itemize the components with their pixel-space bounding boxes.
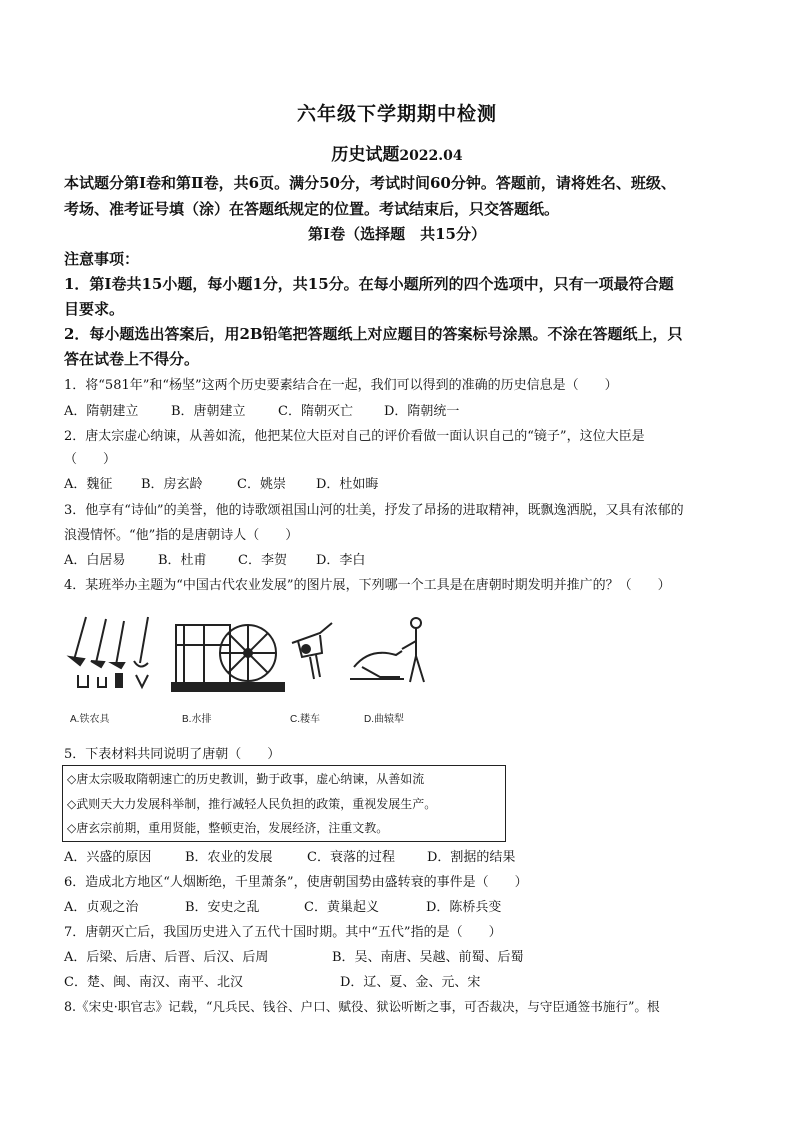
q5-material-row-3: ◇唐玄宗前期，重用贤能，整顿吏治，发展经济，注重文教。 [67,821,389,835]
note-2-line-2: 答在试卷上不得分。 [64,350,200,368]
section-heading: 第Ⅰ卷（选择题 共15分） [308,225,486,243]
intro-line-1: 本试题分第Ⅰ卷和第Ⅱ卷，共6页。满分50分，考试时间60分钟。答题前，请将姓名、班级、 [64,174,676,192]
question-4: 4．某班举办主题为“中国古代农业发展”的图片展，下列哪一个工具是在唐朝时期发明并推广的？（ ） [64,578,671,593]
q6-option-b: B．安史之乱 [185,900,260,915]
q5-option-a: A．兴盛的原因 [64,850,152,865]
q7-option-c: C．楚、闽、南汉、南平、北汉 [64,975,243,990]
q3-option-d: D．李白 [316,553,366,568]
notes-heading: 注意事项： [64,250,140,268]
question-3-line-2: 浪漫情怀。“他”指的是唐朝诗人（ ） [64,528,299,543]
fig-label-b: B.水排 [182,714,212,725]
note-2-line-1: 2．每小题选出答案后，用2B铅笔把答题纸上对应题目的答案标号涂黑。不涂在答题纸上，只 [64,325,683,343]
q2-option-b: B．房玄龄 [141,477,203,492]
q2-option-a: A．魏征 [64,477,113,492]
farm-tools-illustration [64,605,444,730]
q7-option-d: D．辽、夏、金、元、宋 [340,975,481,990]
q1-option-d: D．隋朝统一 [384,404,460,419]
q7-option-a: A．后梁、后唐、后晋、后汉、后周 [64,950,269,965]
exam-date: 2022.04 [399,148,463,164]
exam-subtitle [0,140,794,165]
q1-option-a: A．隋朝建立 [64,404,139,419]
q5-material-row-2: ◇武则天大力发展科举制，推行减轻人民负担的政策，重视发展生产。 [67,797,437,811]
note-1-line-1: 1．第Ⅰ卷共15小题，每小题1分，共15分。在每小题所列的四个选项中，只有一项最符合题 [64,275,674,293]
question-6: 6．造成北方地区“人烟断绝，千里萧条”，使唐朝国势由盛转衰的事件是（ ） [64,875,528,890]
fig-label-a: A.铁农具 [70,714,110,725]
subject-title: 历史试题 [331,145,400,165]
question-2-line-1: 2．唐太宗虚心纳谏，从善如流，他把某位大臣对自己的评价看做一面认识自己的“镜子”，这位大臣是 [64,429,645,444]
q3-option-a: A．白居易 [64,553,126,568]
fig-label-d: D.曲辕犁 [364,714,404,725]
question-1: 1．将“581年”和“杨坚”这两个历史要素结合在一起，我们可以得到的准确的历史信息是（ ） [64,378,618,393]
q1-option-c: C．隋朝灭亡 [278,404,353,419]
q2-option-c: C．姚崇 [237,477,286,492]
q2-option-d: D．杜如晦 [316,477,379,492]
q6-option-c: C．黄巢起义 [304,900,379,915]
q6-option-a: A．贞观之治 [64,900,139,915]
question-7: 7．唐朝灭亡后，我国历史进入了五代十国时期。其中“五代”指的是（ ） [64,925,502,940]
q5-option-b: B．农业的发展 [185,850,273,865]
q5-material-table [62,765,506,842]
question-8: 8.《宋史·职官志》记载，“凡兵民、钱谷、户口、赋役、狱讼听断之事，可否裁决，与守臣通签书施行”。根 [64,999,660,1014]
q5-material-row-1: ◇唐太宗吸取隋朝速亡的历史教训，勤于政事，虚心纳谏，从善如流 [67,772,425,786]
q3-option-c: C．李贺 [238,553,287,568]
q6-option-d: D．陈桥兵变 [426,900,502,915]
question-3-line-1: 3．他享有“诗仙”的美誉，他的诗歌颂祖国山河的壮美，抒发了昂扬的进取精神，既飘逸洒脱，又具有浓郁的 [64,503,684,518]
question-2-line-2: （ ） [64,452,117,467]
q1-option-b: B．唐朝建立 [171,404,246,419]
farm-tools-figure [64,605,444,730]
fig-label-c: C.耧车 [290,714,320,725]
q3-option-b: B．杜甫 [158,553,207,568]
note-1-line-2: 目要求。 [64,300,125,318]
question-5: 5．下表材料共同说明了唐朝（ ） [64,747,281,762]
q5-option-c: C．衰落的过程 [307,850,395,865]
q5-option-d: D．割据的结果 [427,850,516,865]
q7-option-b: B．吴、南唐、吴越、前蜀、后蜀 [332,950,524,965]
intro-line-2: 考场、准考证号填（涂）在答题纸规定的位置。考试结束后，只交答题纸。 [64,200,560,218]
exam-title: 六年级下学期期中检测 [296,103,497,125]
